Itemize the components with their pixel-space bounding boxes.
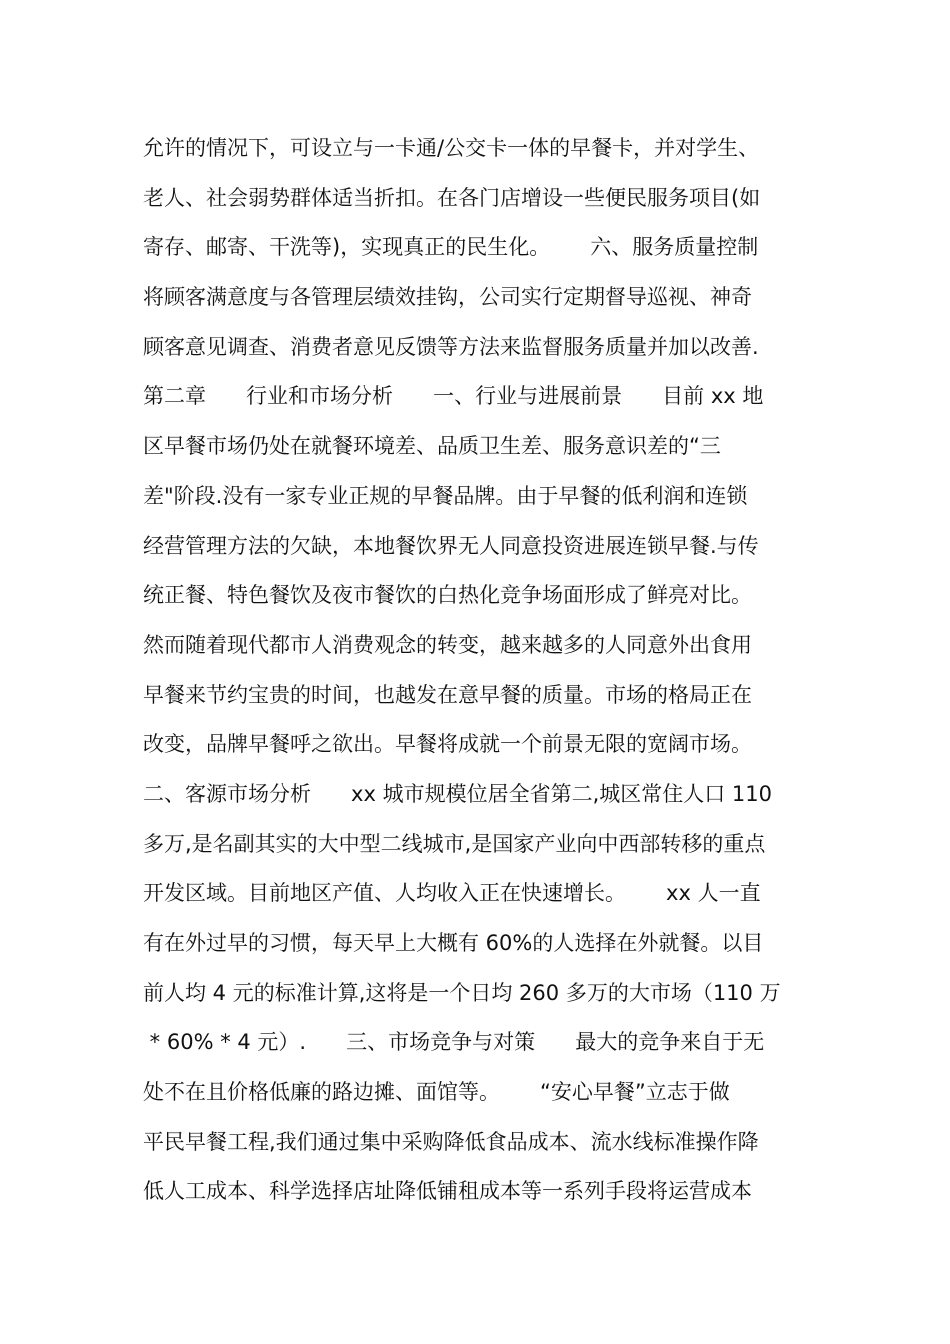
text-line: 有在外过早的习惯，每天早上大概有 60%的人选择在外就餐。以目 (143, 931, 764, 955)
body-text (143, 128, 815, 1221)
text-line: 老人、社会弱势群体适当折扣。在各门店增设一些便民服务项目(如 (143, 185, 761, 210)
text-line: 将顾客满意度与各管理层绩效挂钩，公司实行定期督导巡视、神奇 (143, 285, 752, 310)
text-line: 第二章 行业和市场分析 一、行业与进展前景 目前 xx 地 (143, 384, 764, 409)
text-line: 寄存、邮寄、干洗等)，实现真正的民生化。 六、服务质量控制 (143, 235, 759, 260)
text-line: 低人工成本、科学选择店址降低铺租成本等一系列手段将运营成本 (143, 1179, 752, 1204)
text-line: 区早餐市场仍处在就餐环境差、品质卫生差、服务意识差的“三 (143, 434, 721, 459)
text-line: 允许的情况下，可设立与一卡通/公交卡一体的早餐卡，并对学生、 (143, 136, 760, 160)
text-line: 统正餐、特色餐饮及夜市餐饮的白热化竞争场面形成了鲜亮对比。 (143, 583, 752, 608)
text-line: 处不在且价格低廉的路边摊、面馆等。 “安心早餐”立志于做 (143, 1080, 730, 1105)
text-line: 经营管理方法的欠缺，本地餐饮界无人同意投资进展连锁早餐.与传 (143, 533, 759, 558)
text-line: 多万,是名副其实的大中型二线城市,是国家产业向中西部转移的重点 (143, 831, 766, 856)
text-line: 差"阶段.没有一家专业正规的早餐品牌。由于早餐的低利润和连锁 (143, 483, 748, 508)
text-line: 二、客源市场分析 xx 城市规模位居全省第二,城区常住人口 110 (143, 781, 773, 806)
text-line: 开发区域。目前地区产值、人均收入正在快速增长。 xx 人一直 (143, 881, 761, 906)
text-line: 前人均 4 元的标准计算,这将是一个日均 260 多万的大市场（110 万 (143, 980, 781, 1005)
text-line: 平民早餐工程,我们通过集中采购降低食品成本、流水线标准操作降 (143, 1129, 759, 1154)
text-line: 改变，品牌早餐呼之欲出。早餐将成就一个前景无限的宽阔市场。 (143, 732, 752, 757)
text-line: 然而随着现代都市人消费观念的转变，越来越多的人同意外出食用 (143, 632, 752, 657)
text-line: * 60% * 4 元）. 三、市场竞争与对策 最大的竞争来自于无 (143, 1030, 765, 1055)
text-line: 早餐来节约宝贵的时间，也越发在意早餐的质量。市场的格局正在 (143, 682, 752, 707)
text-line: 顾客意见调查、消费者意见反馈等方法来监督服务质量并加以改善. (143, 334, 759, 359)
